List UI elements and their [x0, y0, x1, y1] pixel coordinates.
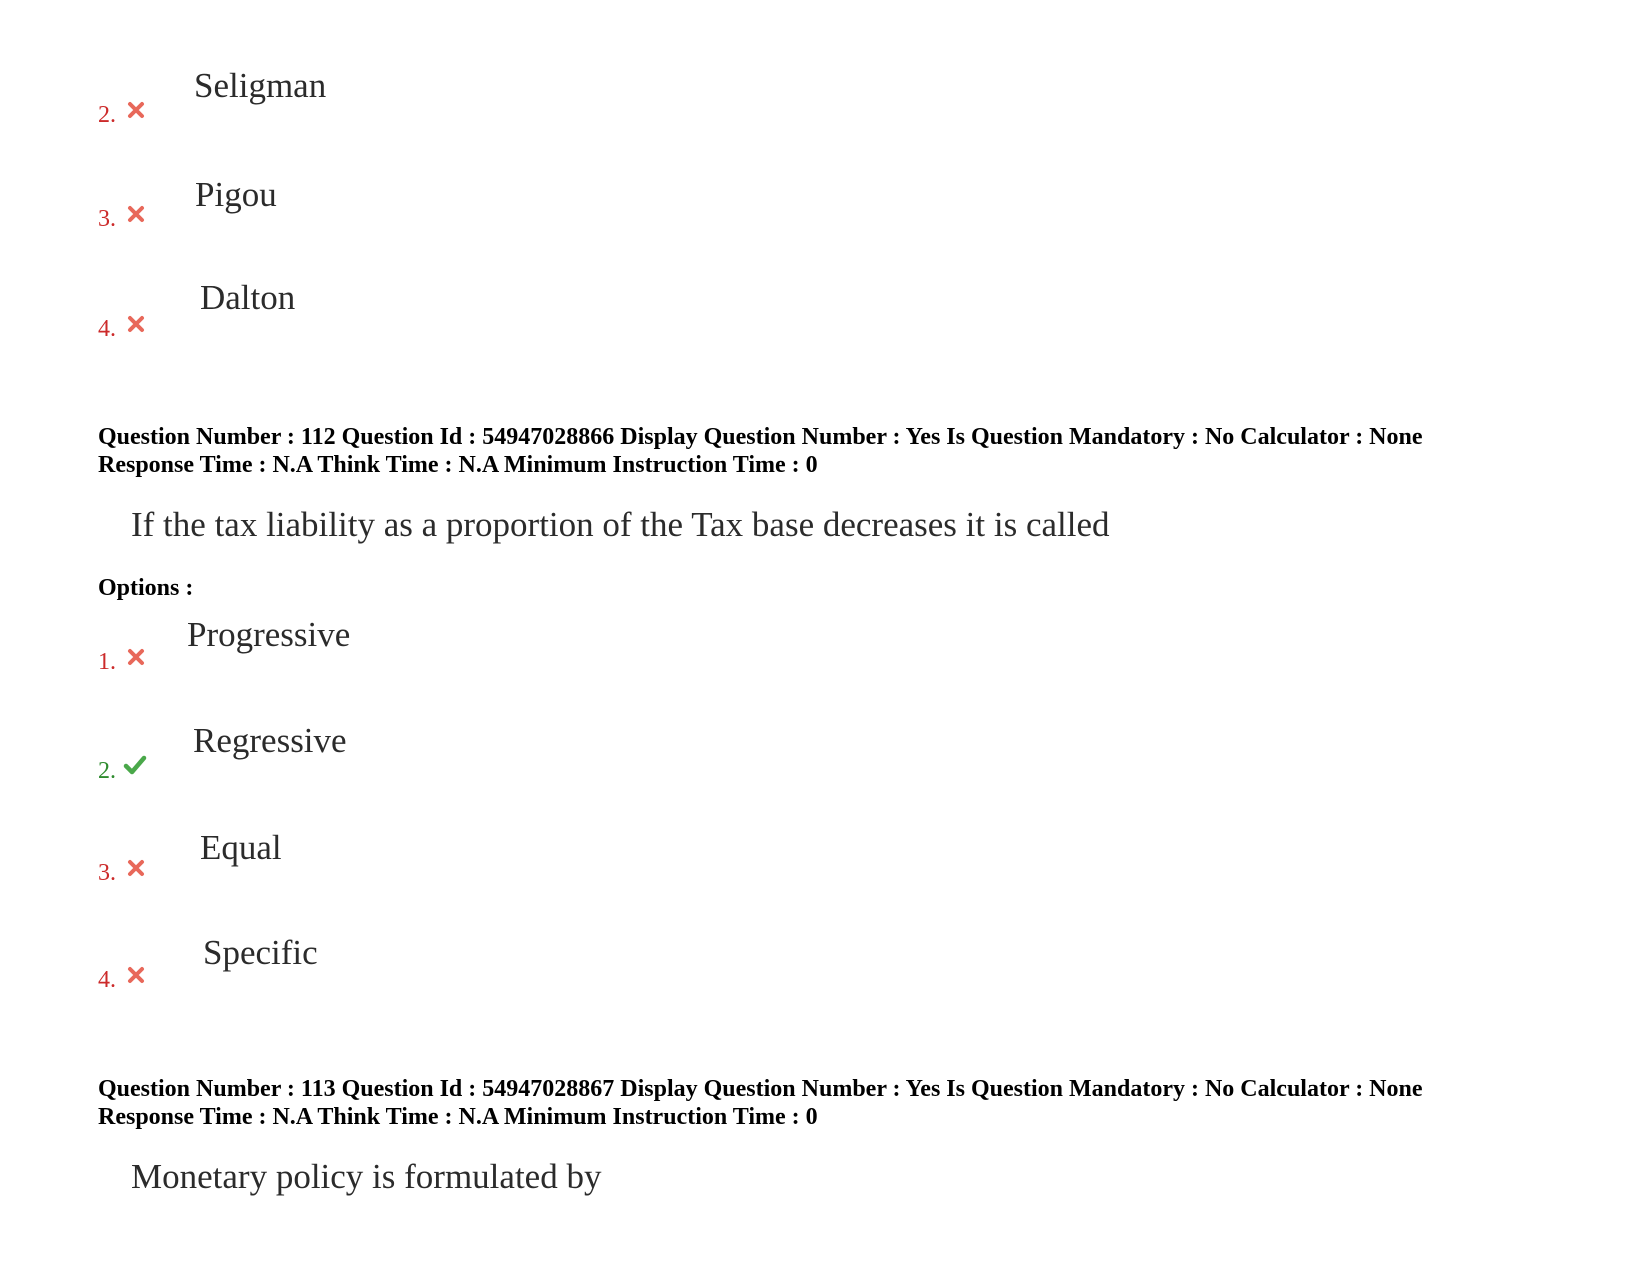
option-number: 3.	[98, 860, 116, 886]
cross-icon	[126, 858, 146, 878]
option-text: Specific	[203, 933, 318, 972]
check-icon	[123, 753, 147, 777]
question-meta-line2: Response Time : N.A Think Time : N.A Minimum Instruction Time : 0	[98, 452, 818, 478]
option-number: 4.	[98, 967, 116, 993]
question-text: If the tax liability as a proportion of the Tax base decreases it is called	[131, 505, 1110, 544]
cross-icon	[126, 100, 146, 120]
question-text: Monetary policy is formulated by	[131, 1157, 602, 1196]
option-text: Pigou	[195, 175, 277, 214]
options-label: Options :	[98, 575, 194, 601]
cross-icon	[126, 314, 146, 334]
cross-icon	[126, 204, 146, 224]
option-text: Regressive	[193, 721, 347, 760]
cross-icon	[126, 965, 146, 985]
option-text: Progressive	[187, 615, 351, 654]
option-number: 2.	[98, 758, 116, 784]
option-text: Dalton	[200, 278, 296, 317]
option-number: 1.	[98, 649, 116, 675]
option-text: Seligman	[194, 66, 327, 105]
question-meta-line1: Question Number : 113 Question Id : 54947028867 Display Question Number : Yes Is Question Mandatory : No Calculator : None	[98, 1076, 1423, 1102]
option-number: 4.	[98, 316, 116, 342]
option-text: Equal	[200, 828, 282, 867]
cross-icon	[126, 647, 146, 667]
question-meta-line2: Response Time : N.A Think Time : N.A Minimum Instruction Time : 0	[98, 1104, 818, 1130]
question-meta-line1: Question Number : 112 Question Id : 54947028866 Display Question Number : Yes Is Question Mandatory : No Calculator : None	[98, 424, 1423, 450]
option-number: 3.	[98, 206, 116, 232]
option-number: 2.	[98, 102, 116, 128]
